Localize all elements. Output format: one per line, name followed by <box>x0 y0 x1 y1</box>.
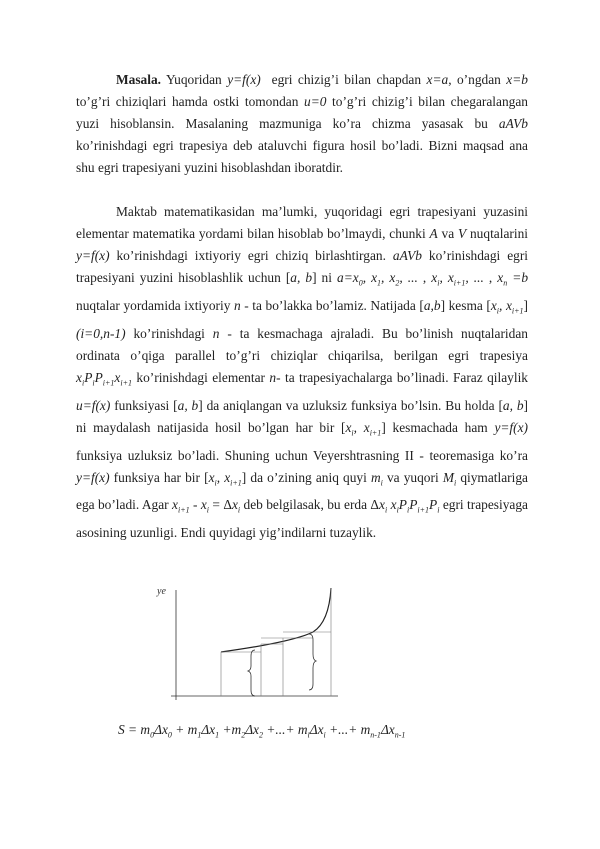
curvilinear-trapezoid-figure <box>143 582 343 712</box>
sum-formula: $S = m_0\Delta x_0 + m_1\Delta x_1 +m_2\Delta x_2$ +...+ $m_i\Delta x_i$ +...+ $m_{n-1}\Delta x_{n-1}$ <box>118 722 406 740</box>
problem-paragraph: Masala. Yuqoridan y=f(x) egri chizig’i bilan chapdan x=a, o’ngdan x=b to’g’ri chiziqlari hamda ostki tomondan u=0 to’g’ri chizig’i bilan chegaralangan yuzi hisoblansin. Masalaning mazmuniga ko’ra chizma yasasak bu aAVb ko’rinishdagi egri trapesiya deb ataluvchi figura hosil bo’ladi. Bizni maqsad ana shu egri trapesiyani yuzini hisoblashdan iboratdir. <box>76 72 528 176</box>
explanation-paragraph: Maktab matematikasidan ma’lumki, yuqoridagi egri trapesiyani yuzasini elementar matematika yordami bilan hisoblab bo’lmaydi, chunki A va V nuqtalarini y=f(x) ko’rinishdagi ixtiyoriy egri chiziq birlashtirgan. aAVb ko’rinishdagi egri trapesiyani yuzini hisoblashlik uchun [a, b] ni $a=x_0$, $x_1$, $x_2$, ... , $x_i$, $x_{i+1}$, ... , $x_n =b$ nuqtalar yordamida ixtiyoriy n - ta bo’lakka bo’lamiz. Natijada [a,b] kesma [$x_i$, $x_{i+1}$] (i=0,n-1) ko’rinishdagi n - ta kesmachaga ajraladi. Bu bo’linish nuqtalaridan ordinata o’qiga parallel to’g’ri chiziqlar chiqarilsa, berilgan egri trapesiya $x_iP_iP_{i+1}x_{i+1}$ ko’rinishdagi elementar n- ta trapesiyachalarga bo’linadi. Faraz qilaylik u=f(x) funksiyasi [a, b] da aniqlangan va uzluksiz funksiya bo’lsin. Bu holda [a, b] ni maydalash natijasida hosil bo’lgan har bir [$x_i$, $x_{i+1}$] kesmachada ham y=f(x) funksiya uzluksiz bo’ladi. Shuning uchun Veyershtrasning II - teoremasiga ko’ra y=f(x) funksiya har bir [$x_i$, $x_{i+1}$] da o’zining aniq quyi $m_i$ va yuqori $M_i$ qiymatlariga ega bo’ladi. Agar $x_{i+1} - x_i = \Delta x_i$ deb belgilasak, bu erda $\Delta x_i$ $x_iP_iP_{i+1}P_i$ egri trapesiyaga asosining uzunligi. Endi quyidagi yig’indilarni tuzaylik. <box>76 204 529 541</box>
problem-lead: Masala. <box>116 72 162 87</box>
y-axis-label: ye <box>157 586 166 597</box>
brace-mi <box>248 650 255 696</box>
brace-Mi <box>309 634 316 690</box>
function-curve <box>221 588 331 652</box>
